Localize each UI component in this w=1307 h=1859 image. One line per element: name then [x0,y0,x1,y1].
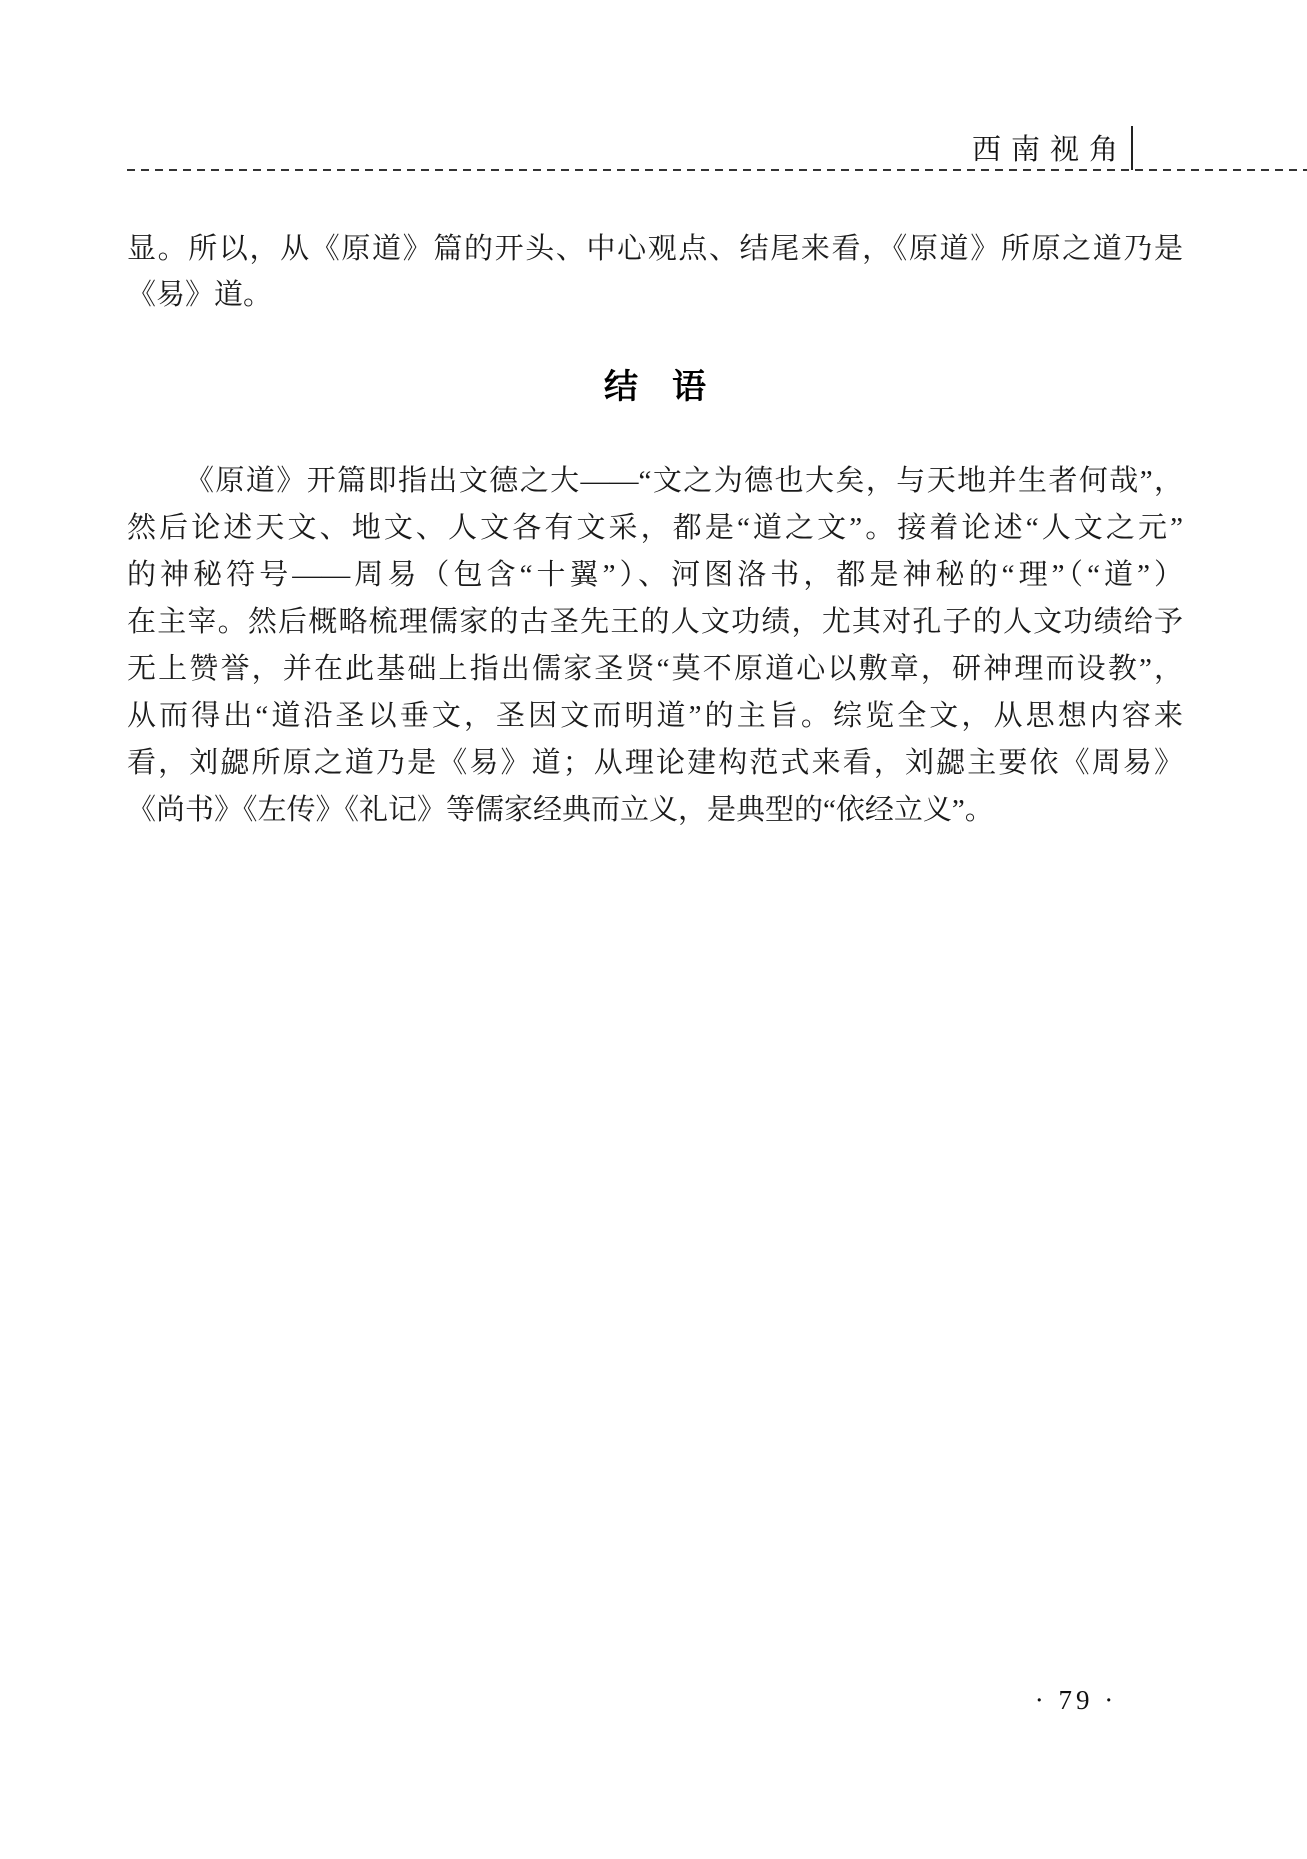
paragraph-continuation [127,226,1183,318]
running-head-title: 西南视角 [971,134,1128,166]
body-text-line: 无上赞誉，并在此基础上指出儒家圣贤“莫不原道心以敷章，研神理而设教”， [127,653,1183,685]
header-dashed-divider [127,169,1307,171]
body-text-line: 《易》道。 [127,279,273,311]
page-number: · 79 · [1034,1685,1118,1715]
conclusion-paragraph [127,458,1183,834]
body-text-line: 《原道》开篇即指出文德之大——“文之为德也大矣，与天地并生者何哉”， [185,465,1183,497]
body-text-line: 看，刘勰所原之道乃是《易》道；从理论建构范式来看，刘勰主要依《周易》 [127,747,1183,779]
body-text-line: 在主宰。然后概略梳理儒家的古圣先王的人文功绩，尤其对孔子的人文功绩给予 [127,606,1183,638]
body-text-line: 《尚书》《左传》《礼记》等儒家经典而立义，是典型的“依经立义”。 [127,794,994,826]
body-text-line: 显。所以，从《原道》篇的开头、中心观点、结尾来看，《原道》所原之道乃是 [127,233,1183,265]
header-vertical-rule [1131,126,1133,170]
body-text-line: 然后论述天文、地文、人文各有文采，都是“道之文”。接着论述“人文之元” [127,512,1183,544]
body-text-line: 从而得出“道沿圣以垂文，圣因文而明道”的主旨。综览全文，从思想内容来 [127,700,1183,732]
section-heading: 结 语 [604,368,706,406]
body-text-line: 的神秘符号——周易（包含“十翼”）、河图洛书，都是神秘的“理”（“道”） [127,559,1183,591]
